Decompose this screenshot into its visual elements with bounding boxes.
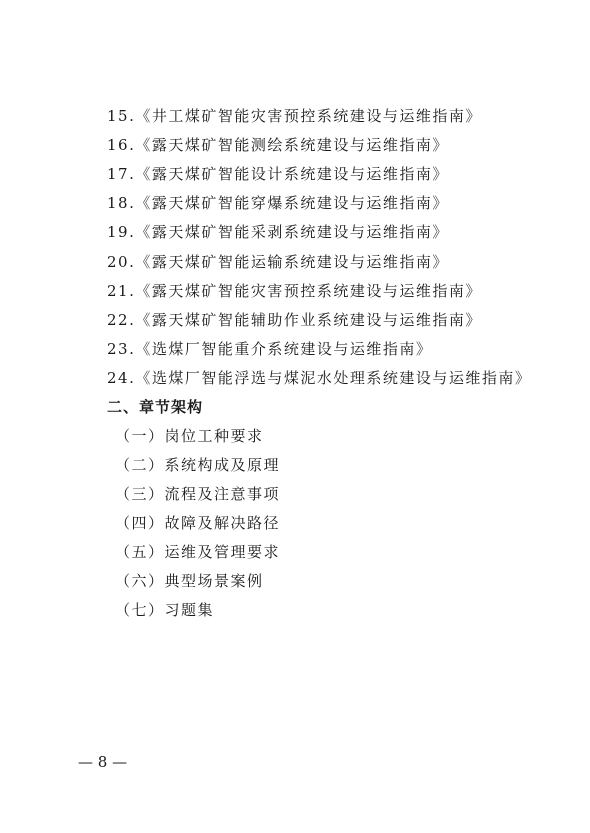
chapter-item-2: （二）系统构成及原理	[115, 456, 281, 474]
guide-item-22: 22.《露天煤矿智能辅助作业系统建设与运维指南》	[107, 311, 482, 329]
chapter-item-6: （六）典型场景案例	[115, 572, 264, 590]
guide-item-20: 20.《露天煤矿智能运输系统建设与运维指南》	[107, 253, 449, 271]
guide-item-19: 19.《露天煤矿智能采剥系统建设与运维指南》	[107, 223, 449, 241]
chapter-item-5: （五）运维及管理要求	[115, 543, 281, 561]
section-heading: 二、章节架构	[107, 398, 204, 416]
chapter-item-7: （七）习题集	[115, 601, 215, 619]
guide-item-18: 18.《露天煤矿智能穿爆系统建设与运维指南》	[107, 194, 449, 212]
guide-item-17: 17.《露天煤矿智能设计系统建设与运维指南》	[107, 165, 449, 183]
chapter-item-1: （一）岗位工种要求	[115, 427, 264, 445]
page-number: — 8 —	[78, 753, 128, 771]
guide-item-21: 21.《露天煤矿智能灾害预控系统建设与运维指南》	[107, 282, 482, 300]
chapter-item-4: （四）故障及解决路径	[115, 514, 281, 532]
guide-item-23: 23.《选煤厂智能重介系统建设与运维指南》	[107, 340, 433, 358]
chapter-item-3: （三）流程及注意事项	[115, 485, 281, 503]
guide-item-16: 16.《露天煤矿智能测绘系统建设与运维指南》	[107, 136, 449, 154]
guide-item-24: 24.《选煤厂智能浮选与煤泥水处理系统建设与运维指南》	[107, 369, 532, 387]
guide-item-15: 15.《井工煤矿智能灾害预控系统建设与运维指南》	[107, 107, 482, 125]
